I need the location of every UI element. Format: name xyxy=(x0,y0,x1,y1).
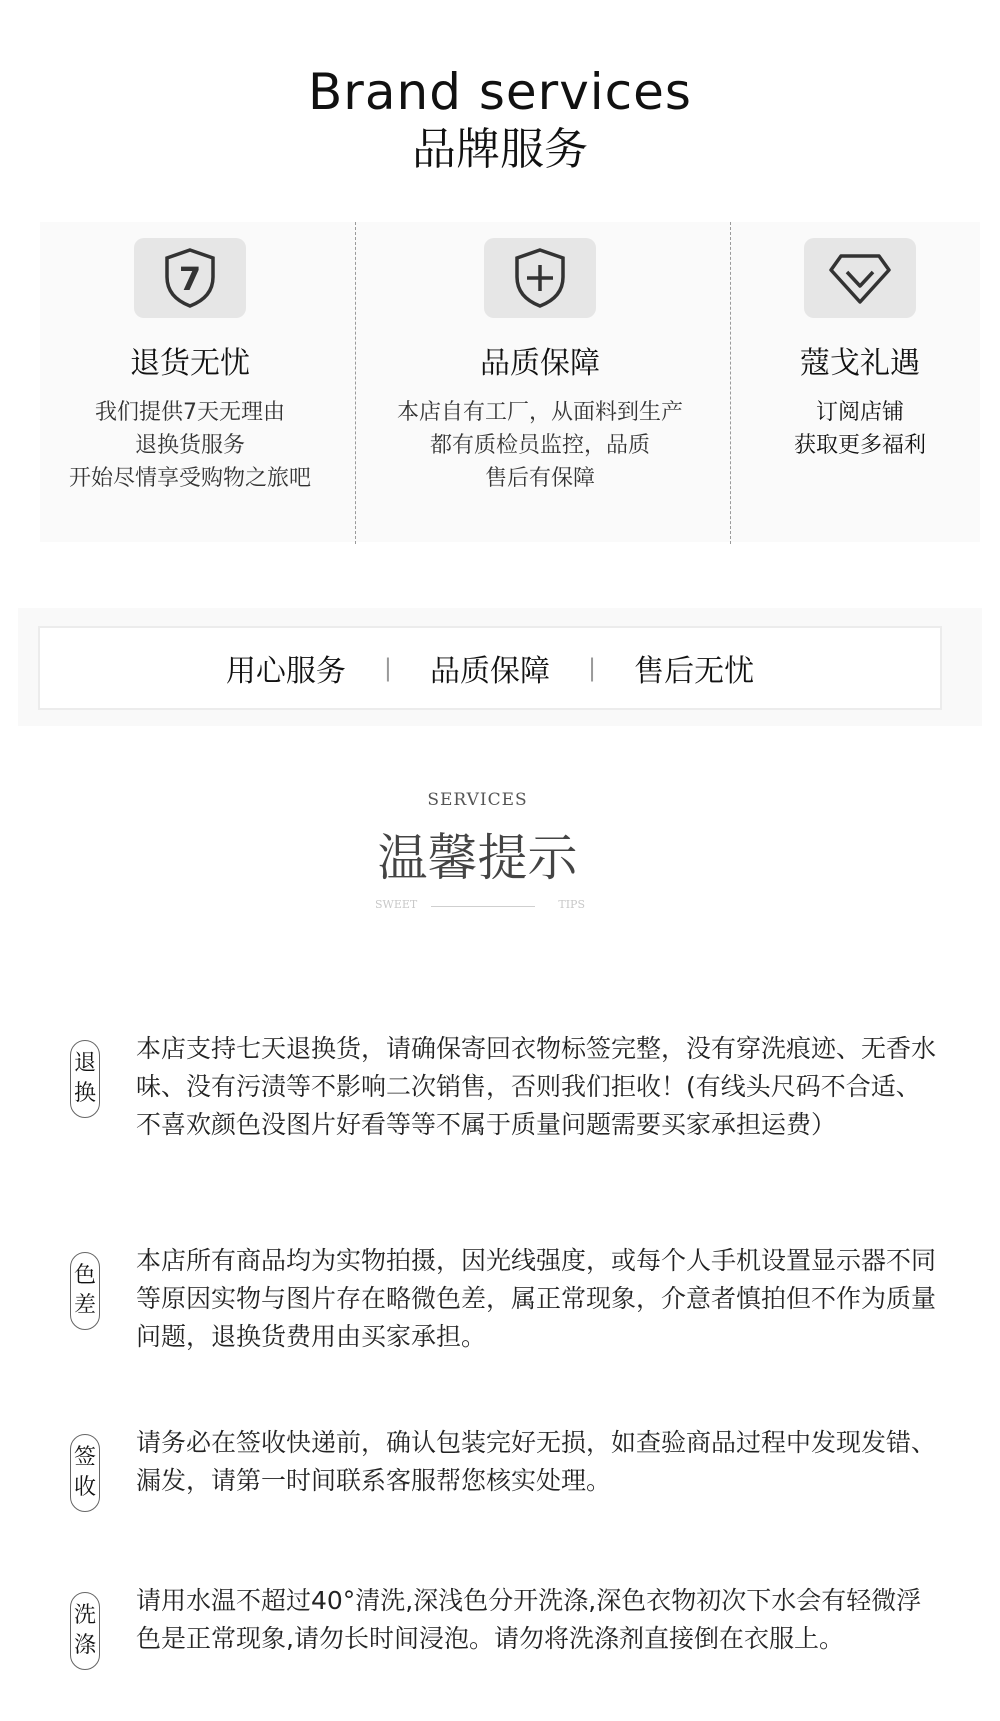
service-title: 品质保障 xyxy=(480,346,600,381)
svg-text:7: 7 xyxy=(178,260,202,298)
service-privilege xyxy=(700,238,1000,462)
tip-badge-char: 色 xyxy=(73,1263,96,1288)
service-line: 本店自有工厂，从面料到生产 xyxy=(396,400,683,425)
tip-badge-char: 涤 xyxy=(73,1633,96,1658)
strip-separator: | xyxy=(588,654,597,682)
service-line: 售后有保障 xyxy=(484,466,595,491)
service-title: 退货无忧 xyxy=(130,346,250,381)
strip-separator: | xyxy=(383,654,392,682)
strip-item: 用心服务 xyxy=(225,654,346,689)
tip-badge xyxy=(70,1040,100,1118)
service-line: 获取更多福利 xyxy=(793,433,926,458)
tip-text: 本店所有商品均为实物拍摄，因光线强度，或每个人手机设置显示器不同等原因实物与图片存在略微色差，属正常现象，介意者慎拍但不作为质量问题，退换货费用由买家承担。 xyxy=(136,1246,937,1351)
diamond-check-icon xyxy=(804,238,916,318)
tip-badge xyxy=(70,1592,100,1670)
tip-badge-char: 差 xyxy=(73,1293,96,1318)
tip-badge-char: 收 xyxy=(73,1475,96,1500)
tip-text: 请用水温不超过40°清洗,深浅色分开洗涤,深色衣物初次下水会有轻微浮色是正常现象,请勿长时间浸泡。请勿将洗涤剂直接倒在衣服上。 xyxy=(136,1586,922,1653)
service-line: 都有质检员监控，品质 xyxy=(429,433,650,458)
service-quality xyxy=(380,238,700,495)
tips-header-en: SERVICES xyxy=(427,790,528,810)
tip-badge xyxy=(70,1434,100,1512)
column-divider xyxy=(355,222,356,544)
shield-seven-icon xyxy=(134,238,246,318)
tips-deco-line xyxy=(431,906,535,907)
brand-title-cn: 品牌服务 xyxy=(412,124,588,175)
strip-item: 品质保障 xyxy=(430,654,550,689)
shield-plus-icon xyxy=(484,238,596,318)
tip-badge-char: 退 xyxy=(73,1051,96,1076)
tip-text: 请务必在签收快递前，确认包装完好无损，如查验商品过程中发现发错、漏发，请第一时间联系客服帮您核实处理。 xyxy=(136,1428,937,1495)
service-line: 我们提供7天无理由 xyxy=(95,400,285,425)
tip-text: 本店支持七天退换货，请确保寄回衣物标签完整，没有穿洗痕迹、无香水味、没有污渍等不影响二次销售，否则我们拒收！(有线头尺码不合适、不喜欢颜色没图片好看等等不属于质量问题需要买家承担运费） xyxy=(136,1034,937,1139)
service-line: 订阅店铺 xyxy=(815,400,904,425)
service-title: 蔻戈礼遇 xyxy=(800,346,920,381)
service-line: 退换货服务 xyxy=(134,433,245,458)
tips-header-cn: 温馨提示 xyxy=(377,829,578,887)
tip-badge-char: 签 xyxy=(73,1445,96,1470)
service-strip xyxy=(38,626,942,710)
tips-deco-left: SWEET xyxy=(375,898,418,911)
tips-decoration xyxy=(375,898,585,914)
tip-badge xyxy=(70,1252,100,1330)
strip-item: 售后无忧 xyxy=(634,654,755,689)
tips-deco-right: TIPS xyxy=(558,898,585,911)
tip-badge-char: 换 xyxy=(73,1081,96,1106)
tip-badge-char: 洗 xyxy=(73,1603,96,1628)
service-line: 开始尽情享受购物之旅吧 xyxy=(68,466,311,491)
brand-title-en: Brand services xyxy=(308,63,692,121)
service-return xyxy=(30,238,350,495)
